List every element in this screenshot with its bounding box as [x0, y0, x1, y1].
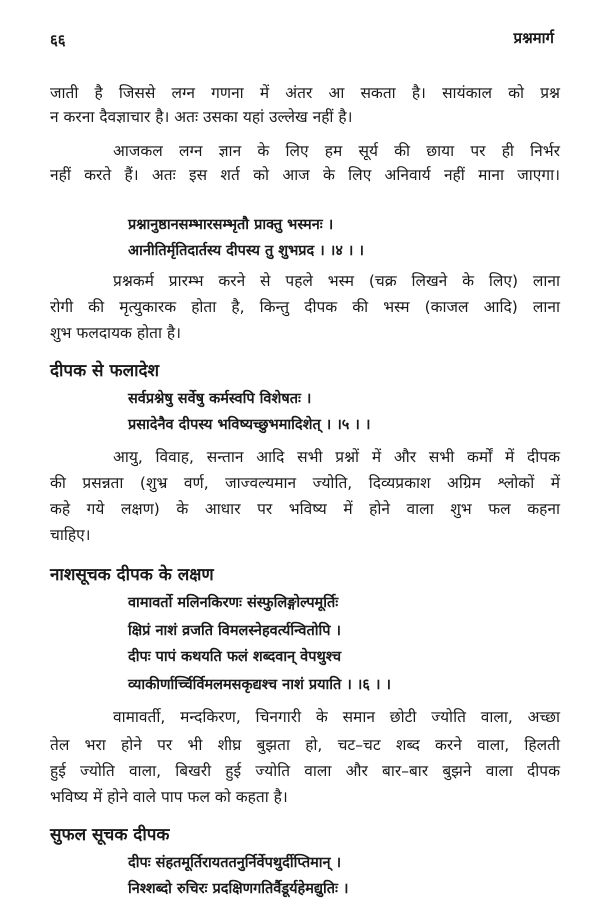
paragraph-line: आयु, विवाह, सन्तान आदि सभी प्रश्नों में और सभी कर्मों में दीपक: [113, 448, 560, 466]
verse-line: प्रसादेनैव दीपस्य भविष्यच्छुभमादिशेत् । ।५ । ।: [128, 417, 371, 433]
verse-line: वामावर्तो मलिनकिरणः संस्फुलिङ्गोल्पमूर्तिः: [128, 595, 339, 611]
verse-line: निश्शब्दो रुचिरः प्रदक्षिणगतिर्वैडूर्यहेमद्युतिः ।: [128, 881, 349, 897]
paragraph-line: नहीं करते हैं। अतः इस शर्त को आज के लिए अनिवार्य नहीं माना जाएगा।: [50, 166, 560, 184]
verse-line: दीपः पापं कथयति फलं शब्दवान् वेपथुश्च: [128, 649, 342, 665]
paragraph-line: वामावर्ती, मन्दकिरण, चिनगारी के समान छोटी ज्योति वाला, अच्छा: [113, 708, 560, 726]
paragraph-line: हुई ज्योति वाला, बिखरी हुई ज्योति वाला और बार–बार बुझने वाला दीपक: [50, 762, 560, 780]
paragraph-line: प्रश्नकर्म प्रारम्भ करने से पहले भस्म (चक्र लिखने के लिए) लाना: [113, 272, 560, 290]
section-heading: सुफल सूचक दीपक: [50, 825, 170, 845]
page-number: ६६: [50, 31, 66, 49]
paragraph-line: न करना दैवज्ञाचार है। अतः उसका यहां उल्लेख नहीं है।: [50, 108, 353, 126]
verse-line: क्षिप्रं नाशं व्रजति विमलस्नेहवर्त्यन्वितोपि ।: [128, 623, 342, 639]
verse-line: सर्वप्रश्नेषु सर्वेषु कर्मस्वपि विशेषतः ।: [128, 391, 312, 407]
paragraph-line: चाहिए।: [50, 526, 91, 544]
paragraph-line: भविष्य में होने वाले पाप फल को कहता है।: [50, 788, 288, 806]
paragraph-line: रोगी की मृत्युकारक होता है, किन्तु दीपक की भस्म (काजल आदि) लाना: [50, 298, 560, 316]
verse-line: दीपः संहतमूर्तिरायततनुर्निर्वेपथुर्दीप्तिमान् ।: [128, 855, 342, 871]
verse-line: प्रश्नानुष्ठानसम्भारसम्भृतौ प्राक्तु भस्मनः ।: [128, 217, 334, 233]
section-heading: दीपक से फलादेश: [50, 361, 160, 381]
verse-line: आनीतिर्मृतिदार्तस्य दीपस्य तु शुभप्रद । ।४ । ।: [128, 243, 364, 259]
paragraph-line: जाती है जिससे लग्न गणना में अंतर आ सकता है। सायंकाल को प्रश्न: [50, 84, 560, 102]
paragraph-line: कहे गये लक्षण) के आधार पर भविष्य में होने वाला शुभ फल कहना: [50, 500, 560, 518]
paragraph-line: शुभ फलदायक होता है।: [50, 324, 182, 342]
paragraph-line: आजकल लग्न ज्ञान के लिए हम सूर्य की छाया पर ही निर्भर: [113, 142, 560, 160]
paragraph-line: तेल भरा होने पर भी शीघ्र बुझता हो, चट–चट शब्द करने वाला, हिलती: [50, 736, 560, 754]
running-title: प्रश्नमार्ग: [513, 29, 554, 47]
paragraph-line: की प्रसन्नता (शुभ्र वर्ण, जाज्वल्यमान ज्योति, दिव्यप्रकाश अग्रिम श्लोकों में: [50, 474, 560, 492]
section-heading: नाशसूचक दीपक के लक्षण: [50, 565, 214, 585]
verse-line: व्याकीर्णार्च्चिर्विमलमसकृद्यश्च नाशं प्रयाति । ।६ । ।: [128, 677, 392, 693]
